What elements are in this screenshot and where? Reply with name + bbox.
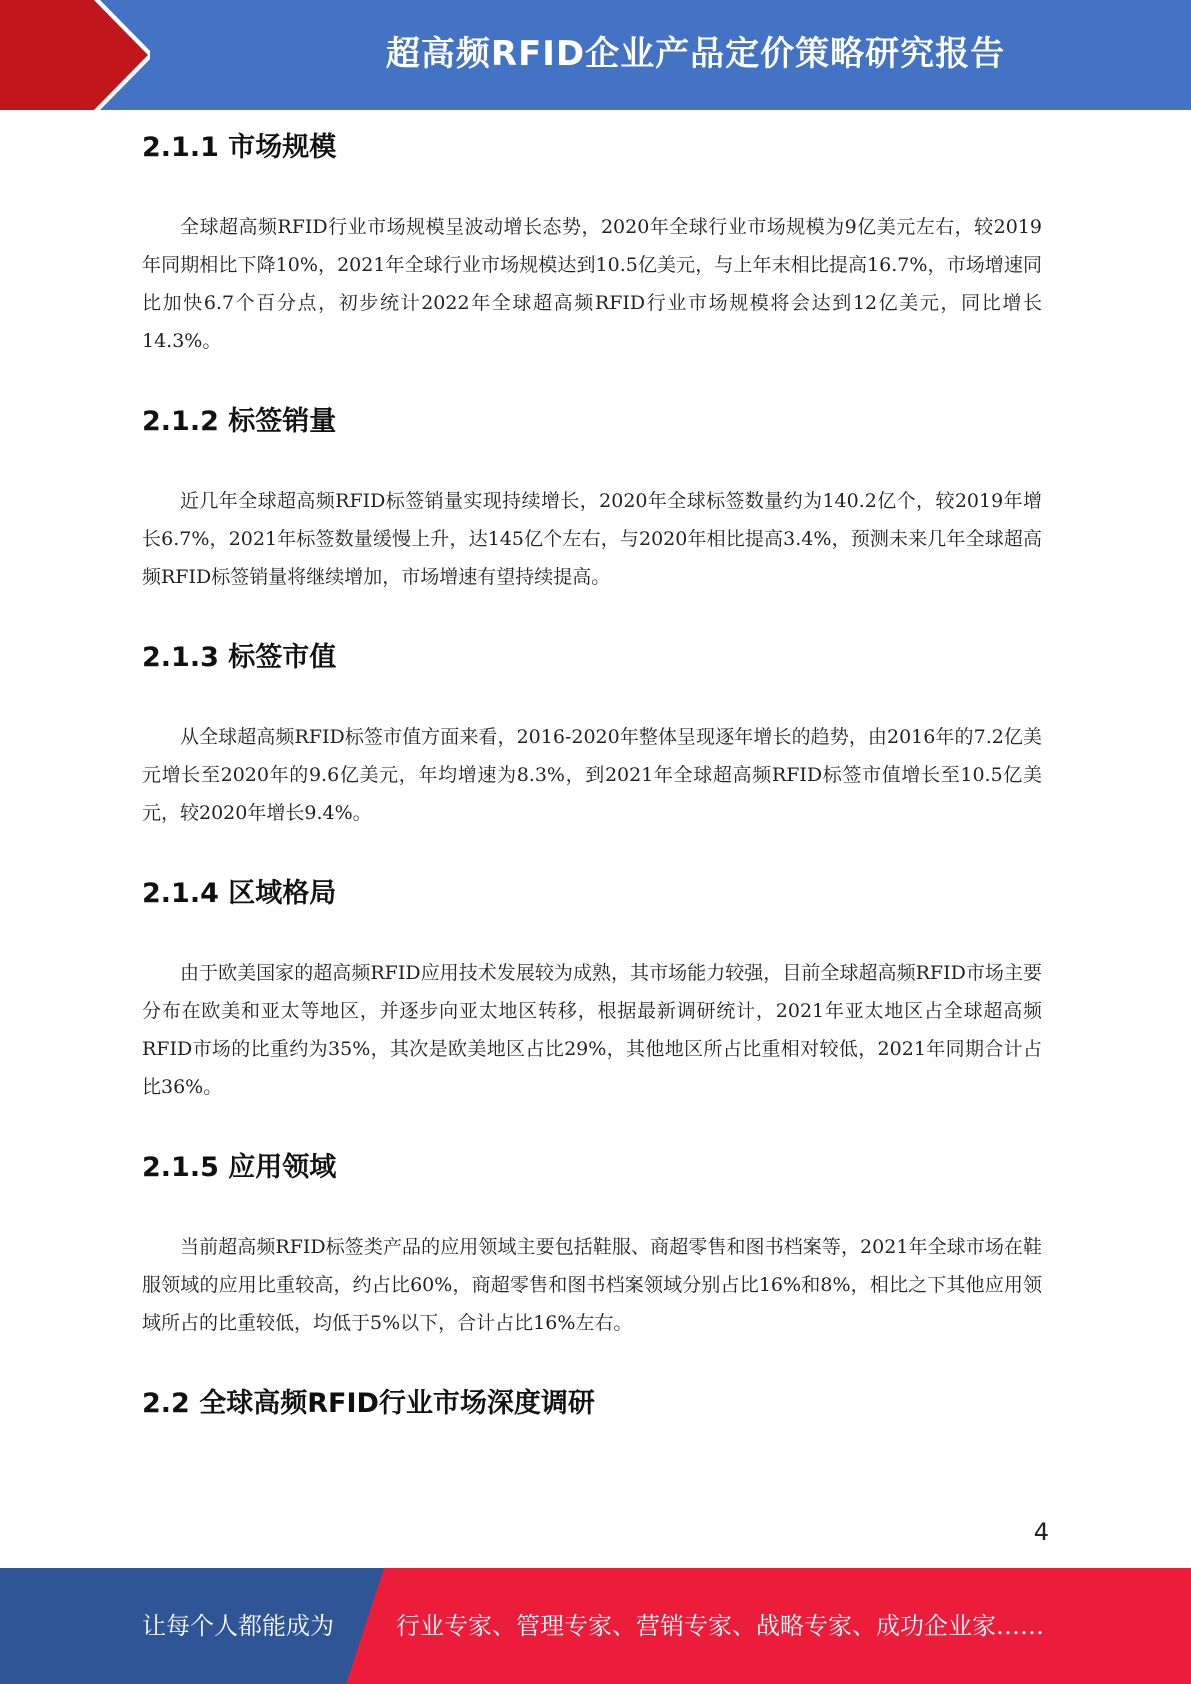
section-heading: 2.2 全球高频RFID行业市场深度调研 [142, 1388, 595, 1419]
section-2-1-5 [142, 1148, 1042, 1342]
section-paragraph: 由于欧美国家的超高频RFID应用技术发展较为成熟，其市场能力较强，目前全球超高频RFID市场主要分布在欧美和亚太等地区，并逐步向亚太地区转移，根据最新调研统计，2021年亚太地区占全球超高频RFID市场的比重约为35%，其次是欧美地区占比29%，其他地区所占比重相对较低，2021年同期合计占比36%。 [142, 962, 1042, 1098]
page-footer [0, 1568, 1191, 1684]
section-2-1-2 [142, 402, 1042, 596]
section-2-1-4 [142, 874, 1042, 1106]
section-heading: 2.1.3 标签市值 [142, 642, 337, 673]
section-2-2 [142, 1384, 1042, 1424]
main-content [142, 128, 1042, 1464]
section-2-1-1 [142, 128, 1042, 360]
section-paragraph: 近几年全球超高频RFID标签销量实现持续增长，2020年全球标签数量约为140.2亿个，较2019年增长6.7%，2021年标签数量缓慢上升，达145亿个左右，与2020年相比提高3.4%，预测未来几年全球超高频RFID标签销量将继续增加，市场增速有望持续提高。 [142, 490, 1042, 588]
report-title: 超高频RFID企业产品定价策略研究报告 [385, 34, 1006, 74]
page-number: 4 [1033, 1518, 1049, 1546]
section-paragraph: 当前超高频RFID标签类产品的应用领域主要包括鞋服、商超零售和图书档案等，2021年全球市场在鞋服领域的应用比重较高，约占比60%，商超零售和图书档案领域分别占比16%和8%，相比之下其他应用领域所占的比重较低，均低于5%以下，合计占比16%左右。 [142, 1236, 1042, 1334]
section-paragraph: 全球超高频RFID行业市场规模呈波动增长态势，2020年全球行业市场规模为9亿美元左右，较2019年同期相比下降10%，2021年全球行业市场规模达到10.5亿美元，与上年末相比提高16.7%，市场增速同比加快6.7个百分点，初步统计2022年全球超高频RFID行业市场规模将会达到12亿美元，同比增长14.3%。 [142, 216, 1042, 352]
header-red-chevron-decoration [0, 0, 150, 110]
section-2-1-3 [142, 638, 1042, 832]
section-paragraph: 从全球超高频RFID标签市值方面来看，2016-2020年整体呈现逐年增长的趋势，由2016年的7.2亿美元增长至2020年的9.6亿美元，年均增速为8.3%，到2021年全球超高频RFID标签市值增长至10.5亿美元，较2020年增长9.4%。 [142, 726, 1042, 824]
section-heading: 2.1.5 应用领域 [142, 1152, 337, 1183]
page-header [0, 0, 1191, 110]
footer-slogan-right: 行业专家、管理专家、营销专家、战略专家、成功企业家…… [396, 1612, 1044, 1640]
section-heading: 2.1.4 区域格局 [142, 878, 337, 909]
section-heading: 2.1.1 市场规模 [142, 132, 337, 163]
footer-slogan-left: 让每个人都能成为 [142, 1612, 334, 1640]
section-heading: 2.1.2 标签销量 [142, 406, 337, 437]
